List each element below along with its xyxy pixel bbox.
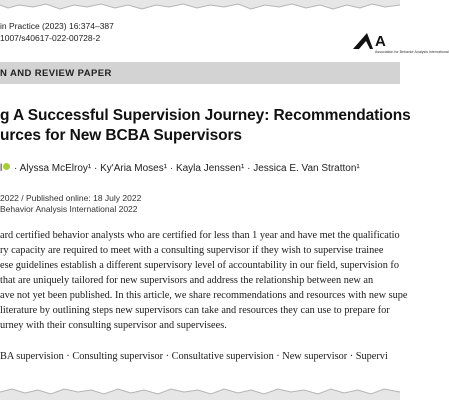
journal-citation: in Practice (2023) 16:374–387 [0, 21, 114, 31]
orcid-icon[interactable] [3, 163, 10, 170]
article-type-label: N AND REVIEW PAPER [0, 68, 112, 79]
copyright-line: Behavior Analysis International 2022 [0, 204, 138, 214]
logo-subtext: Association for Behavior Analysis International [375, 50, 449, 54]
abstract-line: ave not yet been published. In this article, we share recommendations and resources with new supe [0, 290, 408, 301]
abstract-line: ese guidelines establish a different supervisory level of accountability in our field, supervision fo [0, 260, 399, 271]
journal-doi[interactable]: 1007/s40617-022-00728-2 [0, 33, 101, 43]
logo-letter: A [375, 33, 386, 50]
abstract-line: that are uniquely tailored for new supervisors and address the relationship between new an [0, 275, 374, 286]
keywords-line: BA supervision · Consulting supervisor · Consultative supervision · New supervisor · Supervi [0, 351, 388, 362]
author-list [0, 163, 360, 174]
abstract-line: ry capacity are required to meet with a consulting supervisor if they wish to supervise trainee [0, 245, 384, 256]
abstract-line: ard certified behavior analysts who are certified for less than 1 year and have met the qualificatio [0, 230, 400, 241]
abstract-line: literature by outlining steps new supervisors can take and resources they can use to prepare for [0, 305, 390, 316]
logo-triangle-icon [353, 33, 373, 49]
abstract-line: urney with their consulting supervisor and supervisees. [0, 320, 227, 331]
article-title-line-2: urces for New BCBA Supervisors [0, 127, 242, 144]
publication-dates: 2022 / Published online: 18 July 2022 [0, 193, 142, 203]
torn-bottom-edge [0, 384, 400, 400]
article-type-band [0, 62, 400, 84]
author-fragment: l [0, 163, 3, 174]
article-title-line-1: g A Successful Supervision Journey: Recommendations [0, 107, 411, 124]
torn-top-edge [0, 0, 400, 14]
author-names: · Alyssa McElroy¹ · Ky'Aria Moses¹ · Kayla Jenssen¹ · Jessica E. Van Stratton¹ [14, 163, 360, 174]
publisher-logo [353, 33, 449, 59]
